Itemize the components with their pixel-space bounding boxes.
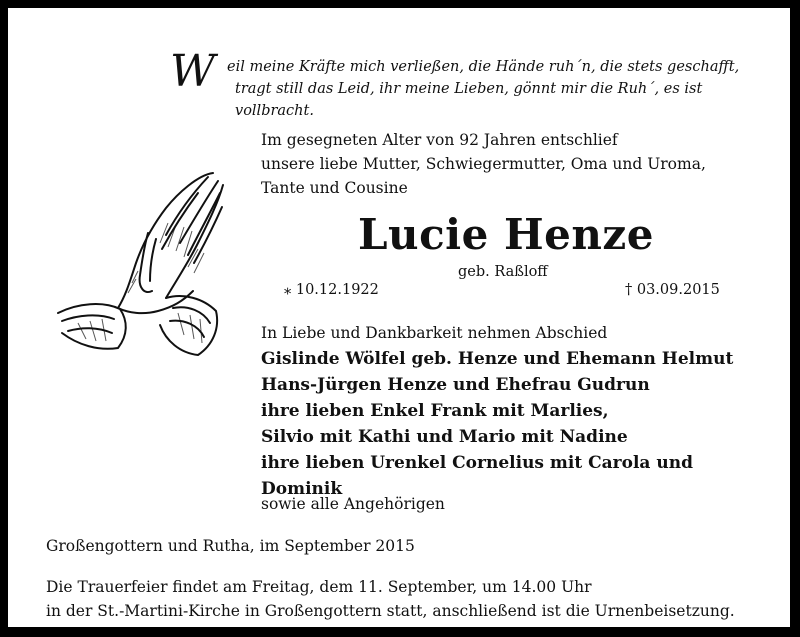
death-date: † 03.09.2015 bbox=[625, 282, 720, 298]
intro-line-3: Tante und Cousine bbox=[261, 179, 408, 197]
service-line-2: in der St.-Martini-Kirche in Großengottern statt, anschließend ist die Urnenbeisetzung. bbox=[46, 602, 735, 620]
service-info bbox=[46, 575, 786, 623]
poem-initial: W bbox=[170, 46, 216, 97]
family-list bbox=[261, 346, 781, 502]
intro-text bbox=[261, 128, 781, 200]
maiden-name: geb. Raßloff bbox=[458, 264, 548, 280]
praying-hands-icon bbox=[48, 163, 238, 363]
family-line: Silvio mit Kathi und Mario mit Nadine bbox=[261, 427, 628, 447]
deceased-name: Lucie Henze bbox=[358, 210, 654, 259]
place-date: Großengottern und Rutha, im September 2015 bbox=[46, 537, 415, 555]
poem-line-2: tragt still das Leid, ihr meine Lieben, gönnt mir die Ruh´, es ist vollbracht. bbox=[235, 81, 703, 119]
poem bbox=[170, 46, 771, 122]
intro-line-1: Im gesegneten Alter von 92 Jahren entschlief bbox=[261, 131, 618, 149]
family-line: ihre lieben Enkel Frank mit Marlies, bbox=[261, 401, 609, 421]
family-line: Hans-Jürgen Henze und Ehefrau Gudrun bbox=[261, 375, 650, 395]
intro-line-2: unsere liebe Mutter, Schwiegermutter, Oma und Uroma, bbox=[261, 155, 706, 173]
family-line: Dominik bbox=[261, 479, 343, 499]
poem-line-1: eil meine Kräfte mich verließen, die Hände ruh´n, die stets geschafft, bbox=[227, 59, 740, 75]
service-line-1: Die Trauerfeier findet am Freitag, dem 11. September, um 14.00 Uhr bbox=[46, 578, 592, 596]
family-line: ihre lieben Urenkel Cornelius mit Carola und bbox=[261, 453, 693, 473]
birth-date: ⁎ 10.12.1922 bbox=[284, 282, 379, 298]
obituary-card bbox=[8, 8, 790, 627]
relatives-text: sowie alle Angehörigen bbox=[261, 495, 445, 513]
family-line: Gislinde Wölfel geb. Henze und Ehemann Helmut bbox=[261, 349, 734, 369]
farewell-text: In Liebe und Dankbarkeit nehmen Abschied bbox=[261, 324, 608, 342]
